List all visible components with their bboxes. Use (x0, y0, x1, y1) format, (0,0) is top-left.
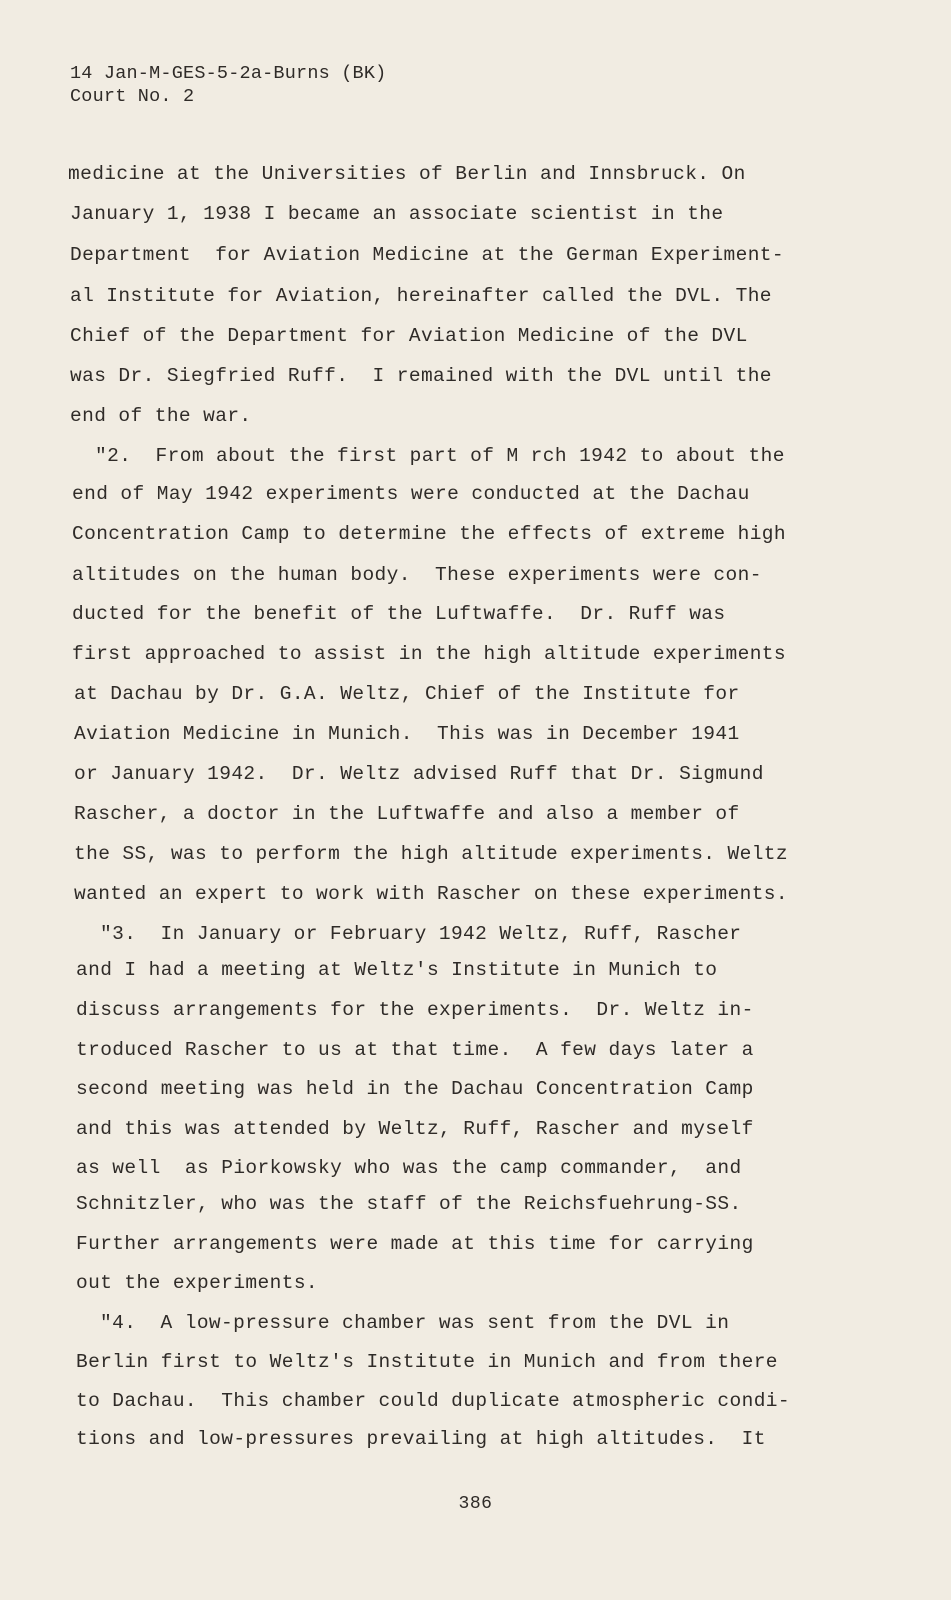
body-line: Schnitzler, who was the staff of the Reichsfuehrung-SS. (76, 1193, 742, 1215)
body-line: ducted for the benefit of the Luftwaffe. Dr. Ruff was (72, 603, 726, 625)
body-line: Berlin first to Weltz's Institute in Munich and from there (76, 1351, 778, 1373)
body-line: end of the war. (70, 405, 252, 427)
document-header (70, 62, 386, 108)
body-line: altitudes on the human body. These experiments were con- (72, 564, 762, 586)
page-number: 386 (458, 1494, 493, 1514)
header-reference: 14 Jan-M-GES-5-2a-Burns (BK) (70, 63, 387, 84)
body-line: troduced Rascher to us at that time. A few days later a (76, 1039, 754, 1061)
body-line: and this was attended by Weltz, Ruff, Rascher and myself (76, 1118, 754, 1140)
body-line: Chief of the Department for Aviation Medicine of the DVL (70, 325, 748, 347)
body-line: tions and low-pressures prevailing at high altitudes. It (76, 1428, 766, 1450)
body-line: wanted an expert to work with Rascher on these experiments. (74, 883, 789, 905)
body-line: first approached to assist in the high altitude experiments (72, 643, 787, 665)
header-court: Court No. 2 (70, 86, 195, 107)
body-line: "2. From about the first part of M rch 1942 to about the (95, 445, 785, 467)
body-line: second meeting was held in the Dachau Concentration Camp (76, 1078, 754, 1100)
body-line: at Dachau by Dr. G.A. Weltz, Chief of the Institute for (74, 683, 740, 705)
body-line: "4. A low-pressure chamber was sent from the DVL in (100, 1312, 730, 1334)
body-line: and I had a meeting at Weltz's Institute in Munich to (76, 959, 718, 981)
body-line: Department for Aviation Medicine at the German Experiment- (70, 244, 785, 266)
body-line: Further arrangements were made at this time for carrying (76, 1233, 754, 1255)
body-line: al Institute for Aviation, hereinafter called the DVL. The (70, 285, 772, 307)
body-line: to Dachau. This chamber could duplicate atmospheric condi- (76, 1390, 791, 1412)
body-line: January 1, 1938 I became an associate scientist in the (70, 203, 724, 225)
body-line: or January 1942. Dr. Weltz advised Ruff that Dr. Sigmund (74, 763, 764, 785)
body-line: Concentration Camp to determine the effects of extreme high (72, 523, 787, 545)
body-line: "3. In January or February 1942 Weltz, Ruff, Rascher (100, 923, 742, 945)
body-line: Aviation Medicine in Munich. This was in December 1941 (74, 723, 740, 745)
body-line: end of May 1942 experiments were conducted at the Dachau (72, 483, 750, 505)
body-line: discuss arrangements for the experiments. Dr. Weltz in- (76, 999, 754, 1021)
body-line: medicine at the Universities of Berlin and Innsbruck. On (68, 163, 746, 185)
body-line: out the experiments. (76, 1272, 319, 1294)
body-line: as well as Piorkowsky who was the camp commander, and (76, 1157, 742, 1179)
body-line: was Dr. Siegfried Ruff. I remained with the DVL until the (70, 365, 772, 387)
body-line: the SS, was to perform the high altitude experiments. Weltz (74, 843, 789, 865)
body-line: Rascher, a doctor in the Luftwaffe and also a member of (74, 803, 740, 825)
